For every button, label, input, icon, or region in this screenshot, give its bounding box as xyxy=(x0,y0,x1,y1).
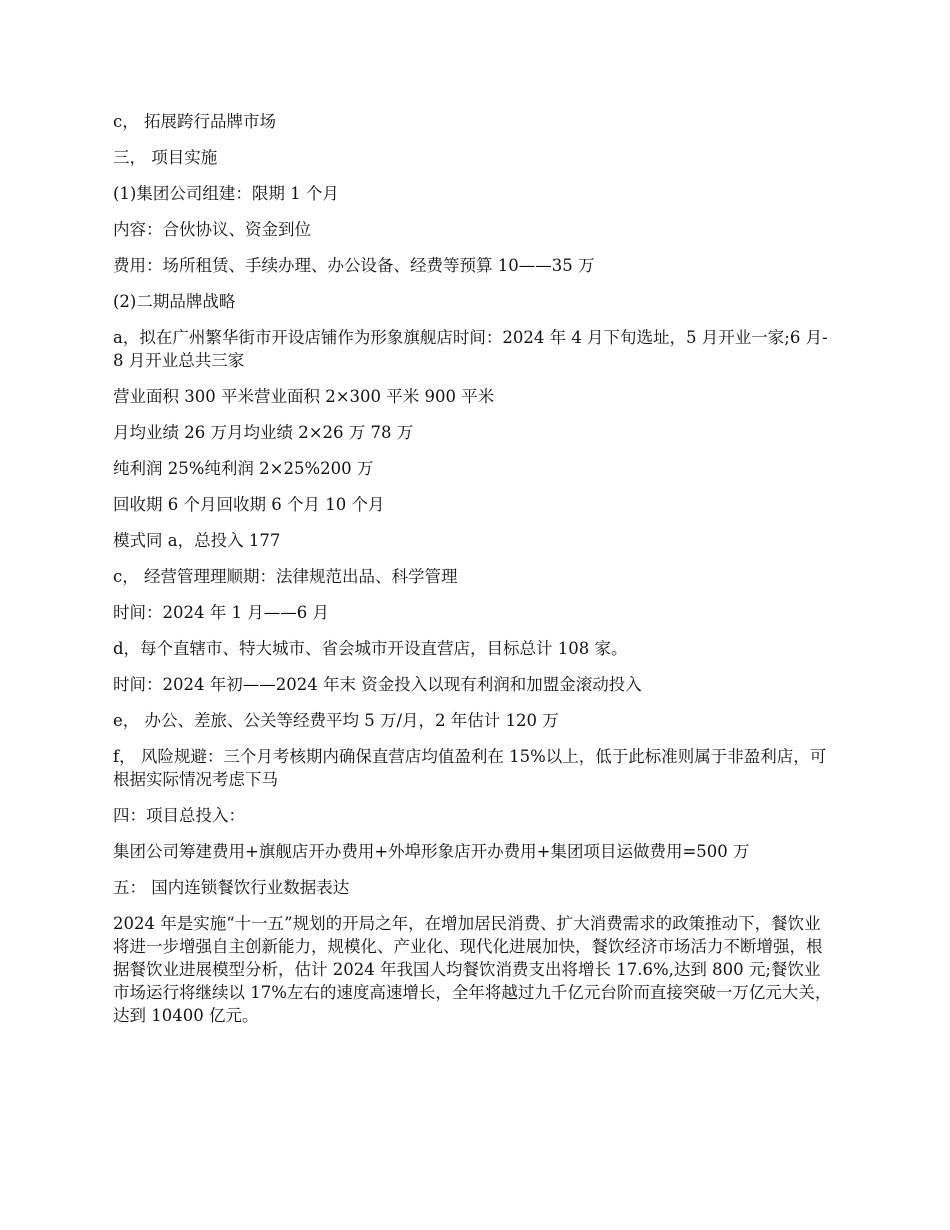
paragraph-business-area: 营业面积 300 平米营业面积 2×300 平米 900 平米 xyxy=(113,387,495,406)
paragraph-group-setup: (1)集团公司组建：限期 1 个月 xyxy=(113,184,339,203)
document-page xyxy=(113,110,835,1040)
paragraph-risk-avoidance: f， 风险规避：三个月考核期内确保直营店均值盈利在 15%以上，低于此标准则属于非盈利店，可根据实际情况考虑下马 xyxy=(113,747,827,789)
paragraph-time-1: 时间：2024 年 1 月——6 月 xyxy=(113,603,329,622)
paragraph-monthly-performance: 月均业绩 26 万月均业绩 2×26 万 78 万 xyxy=(113,423,414,442)
paragraph-office-expenses: e， 办公、差旅、公关等经费平均 5 万/月，2 年估计 120 万 xyxy=(113,711,559,730)
heading-project-implementation: 三， 项目实施 xyxy=(113,148,218,167)
paragraph-phase2-brand: (2)二期品牌战略 xyxy=(113,292,236,311)
heading-industry-data: 五： 国内连锁餐饮行业数据表达 xyxy=(113,878,350,897)
paragraph-net-profit: 纯利润 25%纯利润 2×25%200 万 xyxy=(113,459,374,478)
paragraph-industry-analysis: 2024 年是实施“十一五”规划的开局之年，在增加居民消费、扩大消费需求的政策推动下，餐饮业将进一步增强自主创新能力，规模化、产业化、现代化进展加快，餐饮经济市场活力不断增强，根据餐饮业进展模型分析，估计 2024 年我国人均餐饮消费支出将增长 17.6%,达到 800 元;餐饮业市场运行将继续以 17%左右的速度高速增长，全年将越过九千亿元台阶而直接突破一万亿元大关，达到 10400 亿元。 xyxy=(113,914,832,1025)
paragraph-flagship-store: a，拟在广州繁华街市开设店铺作为形象旗舰店时间：2024 年 4 月下旬选址，5 月开业一家;6 月-8 月开业总共三家 xyxy=(113,328,828,370)
paragraph-costs: 费用：场所租赁、手续办理、办公设备、经费等预算 10——35 万 xyxy=(113,256,595,275)
paragraph-investment-formula: 集团公司筹建费用+旗舰店开办费用+外埠形象店开办费用+集团项目运做费用=500 万 xyxy=(113,842,750,861)
paragraph-content: 内容：合伙协议、资金到位 xyxy=(113,220,311,239)
paragraph-expand-cross-brand: c， 拓展跨行品牌市场 xyxy=(113,112,276,131)
paragraph-direct-stores: d，每个直辖市、特大城市、省会城市开设直营店，目标总计 108 家。 xyxy=(113,639,628,658)
paragraph-time-2: 时间：2024 年初——2024 年末 资金投入以现有利润和加盟金滚动投入 xyxy=(113,675,642,694)
paragraph-model-total: 模式同 a，总投入 177 xyxy=(113,531,281,550)
heading-total-investment: 四：项目总投入： xyxy=(113,806,245,825)
paragraph-management-period: c， 经营管理理顺期：法律规范出品、科学管理 xyxy=(113,567,458,586)
paragraph-payback-period: 回收期 6 个月回收期 6 个月 10 个月 xyxy=(113,495,385,514)
